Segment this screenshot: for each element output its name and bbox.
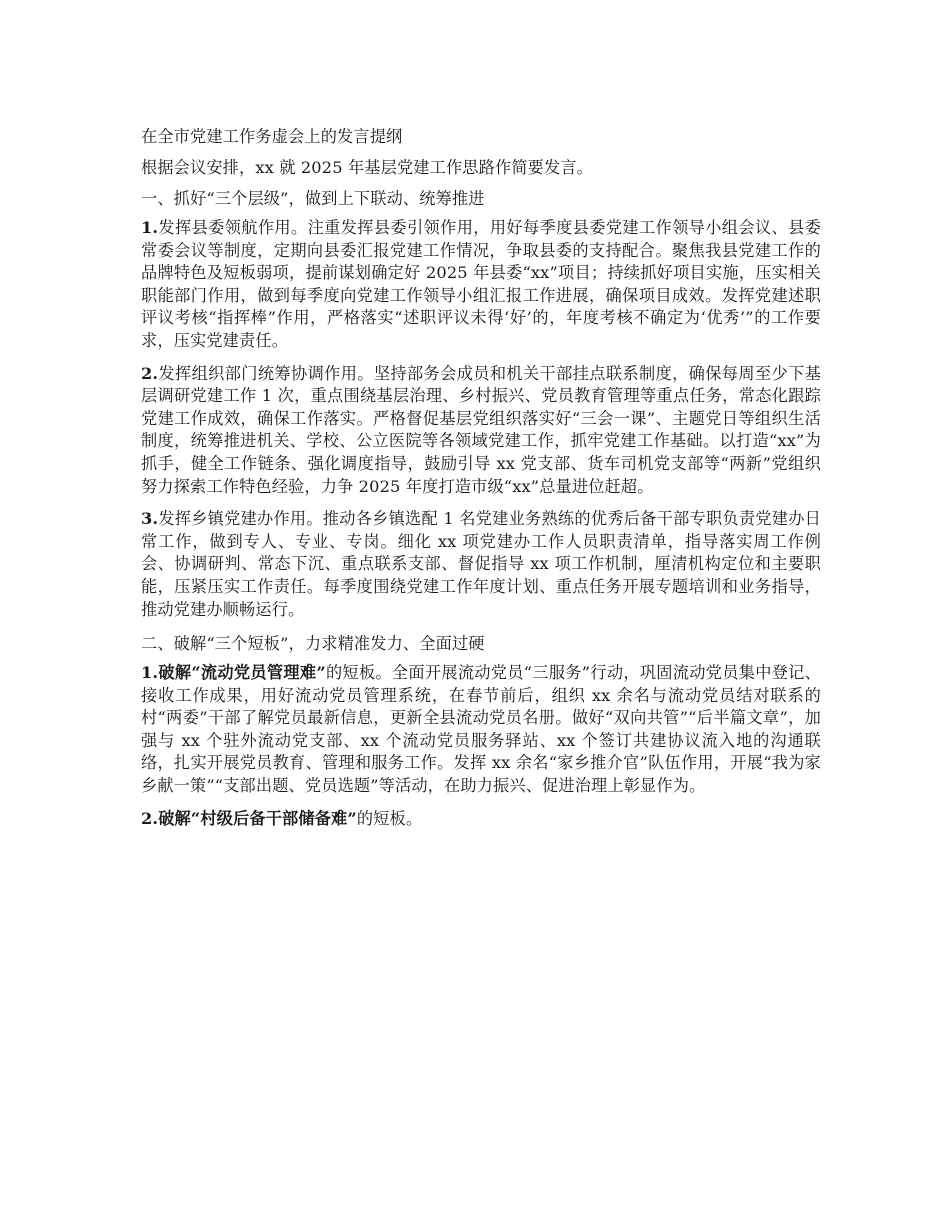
section-1-item-1 <box>141 217 821 353</box>
document-title: 在全市党建工作务虚会上的发言提纲 <box>141 127 403 146</box>
document-page <box>141 124 821 840</box>
item-number: 2. <box>141 808 159 828</box>
section-2-heading: 二、破解“三个短板”，力求精准发力、全面过硬 <box>141 634 485 654</box>
item-number: 1. <box>141 218 159 237</box>
intro-paragraph: 根据会议安排，xx 就 2025 年基层党建工作思路作简要发言。 <box>141 158 594 177</box>
item-lead: 破解“村级后备干部储备难” <box>158 808 357 828</box>
item-text: 的短板。全面开展流动党员“三服务”行动，巩固流动党员集中登记、接收工作成果，用好流动党员管理系统，在春节前后，组织 xx 余名与流动党员结对联系的村“两委”干部了解党员最新信息，更新全县流动党员名册。做好“双向共管”“后半篇文章”，加强与 xx 个驻外流动党支部、xx 个流动党员服务驿站、xx 个签订共建协议流入地的沟通联络，扎实开展党员教育、管理和服务工作。发挥 xx 余名“家乡推介官”队伍作用，开展“我为家乡献一策”“支部出题、党员选题”等活动，在助力振兴、促进治理上彰显作为。 <box>141 663 822 796</box>
item-text: 发挥组织部门统筹协调作用。坚持部务会成员和机关干部挂点联系制度，确保每周至少下基层调研党建工作 1 次，重点围绕基层治理、乡村振兴、党员教育管理等重点任务，常态化跟踪党建工作成效，确保工作落实。严格督促基层党组织落实好“三会一课”、主题党日等组织生活制度，统筹推进机关、学校、公立医院等各领域党建工作，抓牢党建工作基础。以打造“xx”为抓手，健全工作链条、强化调度指导，鼓励引导 xx 党支部、货车司机党支部等“两新”党组织努力探索工作特色经验，力争 2025 年度打造市级“xx”总量进位赶超。 <box>141 363 821 496</box>
item-text: 发挥乡镇党建办作用。推动各乡镇选配 1 名党建业务熟练的优秀后备干部专职负责党建办日常工作，做到专人、专业、专岗。细化 xx 项党建办工作人员职责清单，指导落实周工作例会、协调研判、常态下沉、重点联系支部、督促指导 xx 项工作机制，厘清机构定位和主要职能，压紧压实工作责任。每季度围绕党建工作年度计划、重点任务开展专题培训和业务指导，推动党建办顺畅运行。 <box>141 509 821 619</box>
item-number: 1. <box>141 663 159 683</box>
section-2-item-1 <box>141 662 821 798</box>
item-number: 2. <box>141 363 159 383</box>
section-2-item-2 <box>141 808 821 831</box>
item-text: 发挥县委领航作用。注重发挥县委引领作用，用好每季度县委党建工作领导小组会议、县委常委会议等制度，定期向县委汇报党建工作情况，争取县委的支持配合。聚焦我县党建工作的品牌特色及短板弱项，提前谋划确定好 2025 年县委“xx”项目；持续抓好项目实施，压实相关职能部门作用，做到每季度向党建工作领导小组汇报工作进展，确保项目成效。发挥党建述职评议考核“指挥棒”作用，严格落实“述职评议未得‘好’的，年度考核不确定为‘优秀’”的工作要求，压实党建责任。 <box>141 218 821 350</box>
section-1-item-2 <box>141 363 821 499</box>
section-1-item-3 <box>141 508 821 621</box>
section-1-heading: 一、抓好“三个层级”，做到上下联动、统筹推进 <box>141 189 485 208</box>
item-lead: 破解“流动党员管理难” <box>158 663 326 683</box>
item-text: 的短板。 <box>356 808 423 828</box>
item-number: 3. <box>141 509 159 529</box>
